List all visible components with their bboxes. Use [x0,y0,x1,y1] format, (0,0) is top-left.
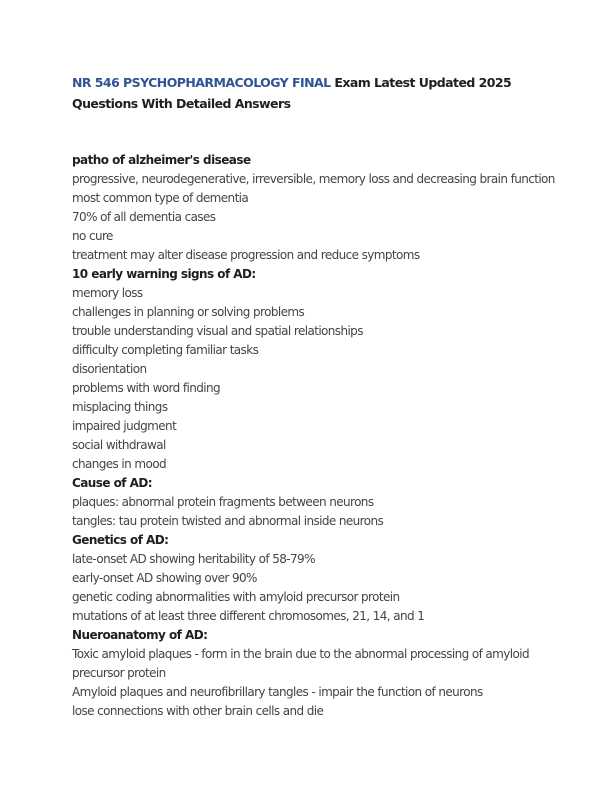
section-heading: Cause of AD: [72,476,152,490]
body-line: early-onset AD showing over 90% [72,571,257,585]
body-line: mutations of at least three different chromosomes, 21, 14, and 1 [72,609,425,623]
document-title [72,72,542,114]
body-line: changes in mood [72,457,166,471]
body-line: trouble understanding visual and spatial relationships [72,324,363,338]
body-line: difficulty completing familiar tasks [72,343,259,357]
section-heading: 10 early warning signs of AD: [72,267,256,281]
body-line: most common type of dementia [72,191,249,205]
section-heading: Genetics of AD: [72,533,169,547]
body-line: challenges in planning or solving problems [72,305,305,319]
body-line: plaques: abnormal protein fragments between neurons [72,495,374,509]
body-line: misplacing things [72,400,168,414]
body-line: lose connections with other brain cells and die [72,704,324,718]
body-line: late-onset AD showing heritability of 58-79% [72,552,315,566]
body-line: genetic coding abnormalities with amyloid precursor protein [72,590,400,604]
body-line: 70% of all dementia cases [72,210,216,224]
section-heading: Nueroanatomy of AD: [72,628,208,642]
body-line: progressive, neurodegenerative, irreversible, memory loss and decreasing brain function [72,172,555,186]
document-title-rest: Exam Latest Updated 2025 Questions With Detailed Answers [72,75,512,111]
body-line: Toxic amyloid plaques - form in the brain due to the abnormal processing of amyloid [72,647,529,661]
document-title-course: NR 546 PSYCHOPHARMACOLOGY FINAL [72,75,331,90]
body-line: treatment may alter disease progression and reduce symptoms [72,248,420,262]
document-body [72,151,555,721]
body-line: impaired judgment [72,419,177,433]
body-line: tangles: tau protein twisted and abnormal inside neurons [72,514,384,528]
body-line: problems with word finding [72,381,221,395]
section-heading: patho of alzheimer's disease [72,153,251,167]
body-line: Amyloid plaques and neurofibrillary tangles - impair the function of neurons [72,685,483,699]
body-line: memory loss [72,286,143,300]
body-line: precursor protein [72,666,166,680]
body-line: disorientation [72,362,147,376]
body-line: no cure [72,229,113,243]
body-line: social withdrawal [72,438,166,452]
